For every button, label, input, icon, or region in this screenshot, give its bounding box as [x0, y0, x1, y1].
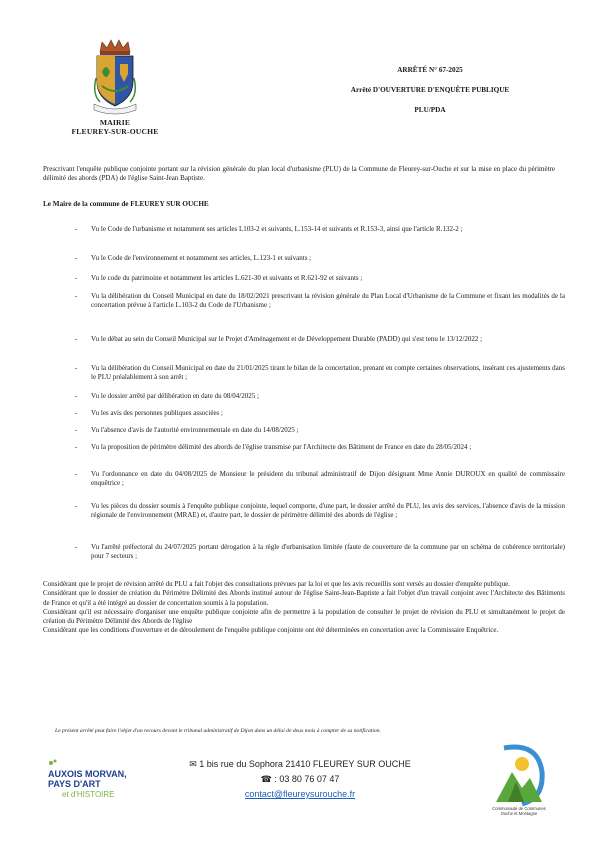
footer-address: 1 bis rue du Sophora 21410 FLEUREY SUR OUCHE [199, 759, 411, 769]
visa-item: - Vu les pièces du dossier soumis à l'enquête publique conjointe, lequel comporte, d'une part, le dossier arrêté du PLU, les avis des services, l'absence d'avis de la mission régionale de l'environnement (MRAE) et, d'autre part, le dossier de périmètre délimité des abords de l'église ; [75, 502, 565, 520]
visa-item: - Vu le Code de l'environnement et notamment ses articles, L.123-1 et suivants ; [75, 254, 312, 262]
visa-item: - Vu les avis des personnes publiques associées ; [75, 409, 223, 417]
considerant-paragraph: Considérant que le dossier de création du Périmètre Délimité des Abords institué autour de l'église Saint-Jean-Baptiste a fait l'objet d'un travail conjoint avec l'Architecte des Bâtiments de France et qu'il a été intégré au dossier de concertation soumis à la population. [43, 589, 565, 607]
intro-paragraph: Prescrivant l'enquête publique conjointe portant sur la révision générale du plan local d'urbanisme (PLU) de la Commune de Fleurey-sur-Ouche et sur la mise en place du périmètre délimité des abords (PDA) de l'église Saint-Jean Baptiste. [43, 165, 555, 183]
communaute-line2: Ouche et Montagne [500, 811, 538, 816]
visa-item: - Vu l'arrêté préfectoral du 24/07/2025 portant dérogation à la règle d'urbanisation limitée (faute de couverture de la commune par un schéma de cohérence territoriale) pour 7 secteurs ; [75, 543, 565, 561]
considerants-block [43, 580, 565, 636]
mairie-label: MAIRIE [99, 118, 131, 127]
visa-item: - Vu le débat au sein du Conseil Municipal sur le Projet d'Aménagement et de Développement Durable (PADD) qui s'est tenu le 13/12/2022 ; [75, 335, 483, 343]
visa-item: - Vu la délibération du Conseil Municipal en date du 18/02/2021 prescrivant la révision générale du Plan Local d'Urbanisme de la Commune et fixant les modalités de la concertation prévue à l'article L.103-2 du Code de l'Urbanisme ; [75, 292, 565, 310]
pah-line3: et d'HISTOIRE [62, 790, 115, 799]
footer-address-row [170, 757, 430, 772]
maire-heading: Le Maire de la commune de FLEUREY SUR OUCHE [43, 200, 209, 208]
arrete-number: ARRÊTÉ N° 67-2025 [397, 66, 463, 74]
communaute-caption [476, 806, 562, 816]
footer-email-link[interactable]: contact@fleureysurouche.fr [244, 789, 356, 799]
footer-contact [170, 757, 430, 802]
appeal-note: Le présent arrêté peut faire l'objet d'un recours devant le tribunal administratif de Dijon dans un délai de deux mois à compter de sa notification. [55, 728, 381, 734]
footer-phone-row [170, 772, 430, 787]
visa-item: - Vu le dossier arrêté par délibération en date du 08/04/2025 ; [75, 392, 259, 400]
footer-email-row [170, 787, 430, 802]
mail-icon: ✉ [189, 759, 197, 769]
visa-item: - Vu l'absence d'avis de l'autorité environnementale en date du 14/08/2025 ; [75, 426, 299, 434]
pah-line1: AUXOIS MORVAN, [48, 769, 127, 779]
arrete-title: Arrêté D'OUVERTURE D'ENQUÊTE PUBLIQUE [350, 86, 510, 94]
considerant-paragraph: Considérant que les conditions d'ouverture et de déroulement de l'enquête publique conjointe ont été déterminées en concertation avec la Commissaire Enquêtrice. [43, 626, 499, 635]
considerant-paragraph: Considérant qu'il est nécessaire d'organiser une enquête publique conjointe afin de permettre à la population de consulter le projet de révision du PLU et simultanément le projet de création du Périmètre Délimité des Abords de l'église [43, 607, 565, 626]
arrete-header [300, 66, 560, 126]
visa-item: - Vu le code du patrimoine et notamment les articles L.621-30 et suivants et R.621-92 et suivants ; [75, 274, 363, 282]
visa-item: - Vu la délibération du Conseil Municipal en date du 21/01/2025 tirant le bilan de la concertation, prenant en compte certaines observations, insérant ces ajustements dans le PLU préalablement à son arrêt ; [75, 364, 565, 382]
communaute-line1: Communauté de Communes [492, 806, 546, 811]
commune-name: FLEUREY-SUR-OUCHE [71, 127, 159, 136]
mairie-block [60, 118, 170, 136]
visa-item: - Vu le Code de l'urbanisme et notamment ses articles L103-2 et suivants, L.153-14 et suivants et R.153-3, ainsi que l'article R.132-2 ; [75, 225, 463, 233]
pah-line2: PAYS D'ART [48, 779, 101, 789]
considerant-paragraph: Considérant que le projet de révision arrêté du PLU a fait l'objet des consultations prévues par la loi et que les avis recueillis sont versés au dossier d'enquête publique. [43, 580, 510, 588]
phone-icon: ☎ [260, 774, 272, 784]
visa-item: - Vu la proposition de périmètre délimité des abords de l'église transmise par l'Architecte des Bâtiment de France en date du 28/05/2024 ; [75, 443, 472, 451]
visa-item: - Vu l'ordonnance en date du 04/08/2025 de Monsieur le président du tribunal administratif de Dijon désignant Mme Annie DUROUX en qualité de commissaire enquêtrice ; [75, 470, 565, 488]
footer-phone: : 03 80 76 07 47 [274, 774, 340, 784]
pah-logo-icon [46, 757, 166, 817]
arrete-subject: PLU/PDA [414, 106, 446, 114]
town-crest-icon [92, 38, 138, 116]
pays-art-histoire-logo [46, 757, 166, 817]
